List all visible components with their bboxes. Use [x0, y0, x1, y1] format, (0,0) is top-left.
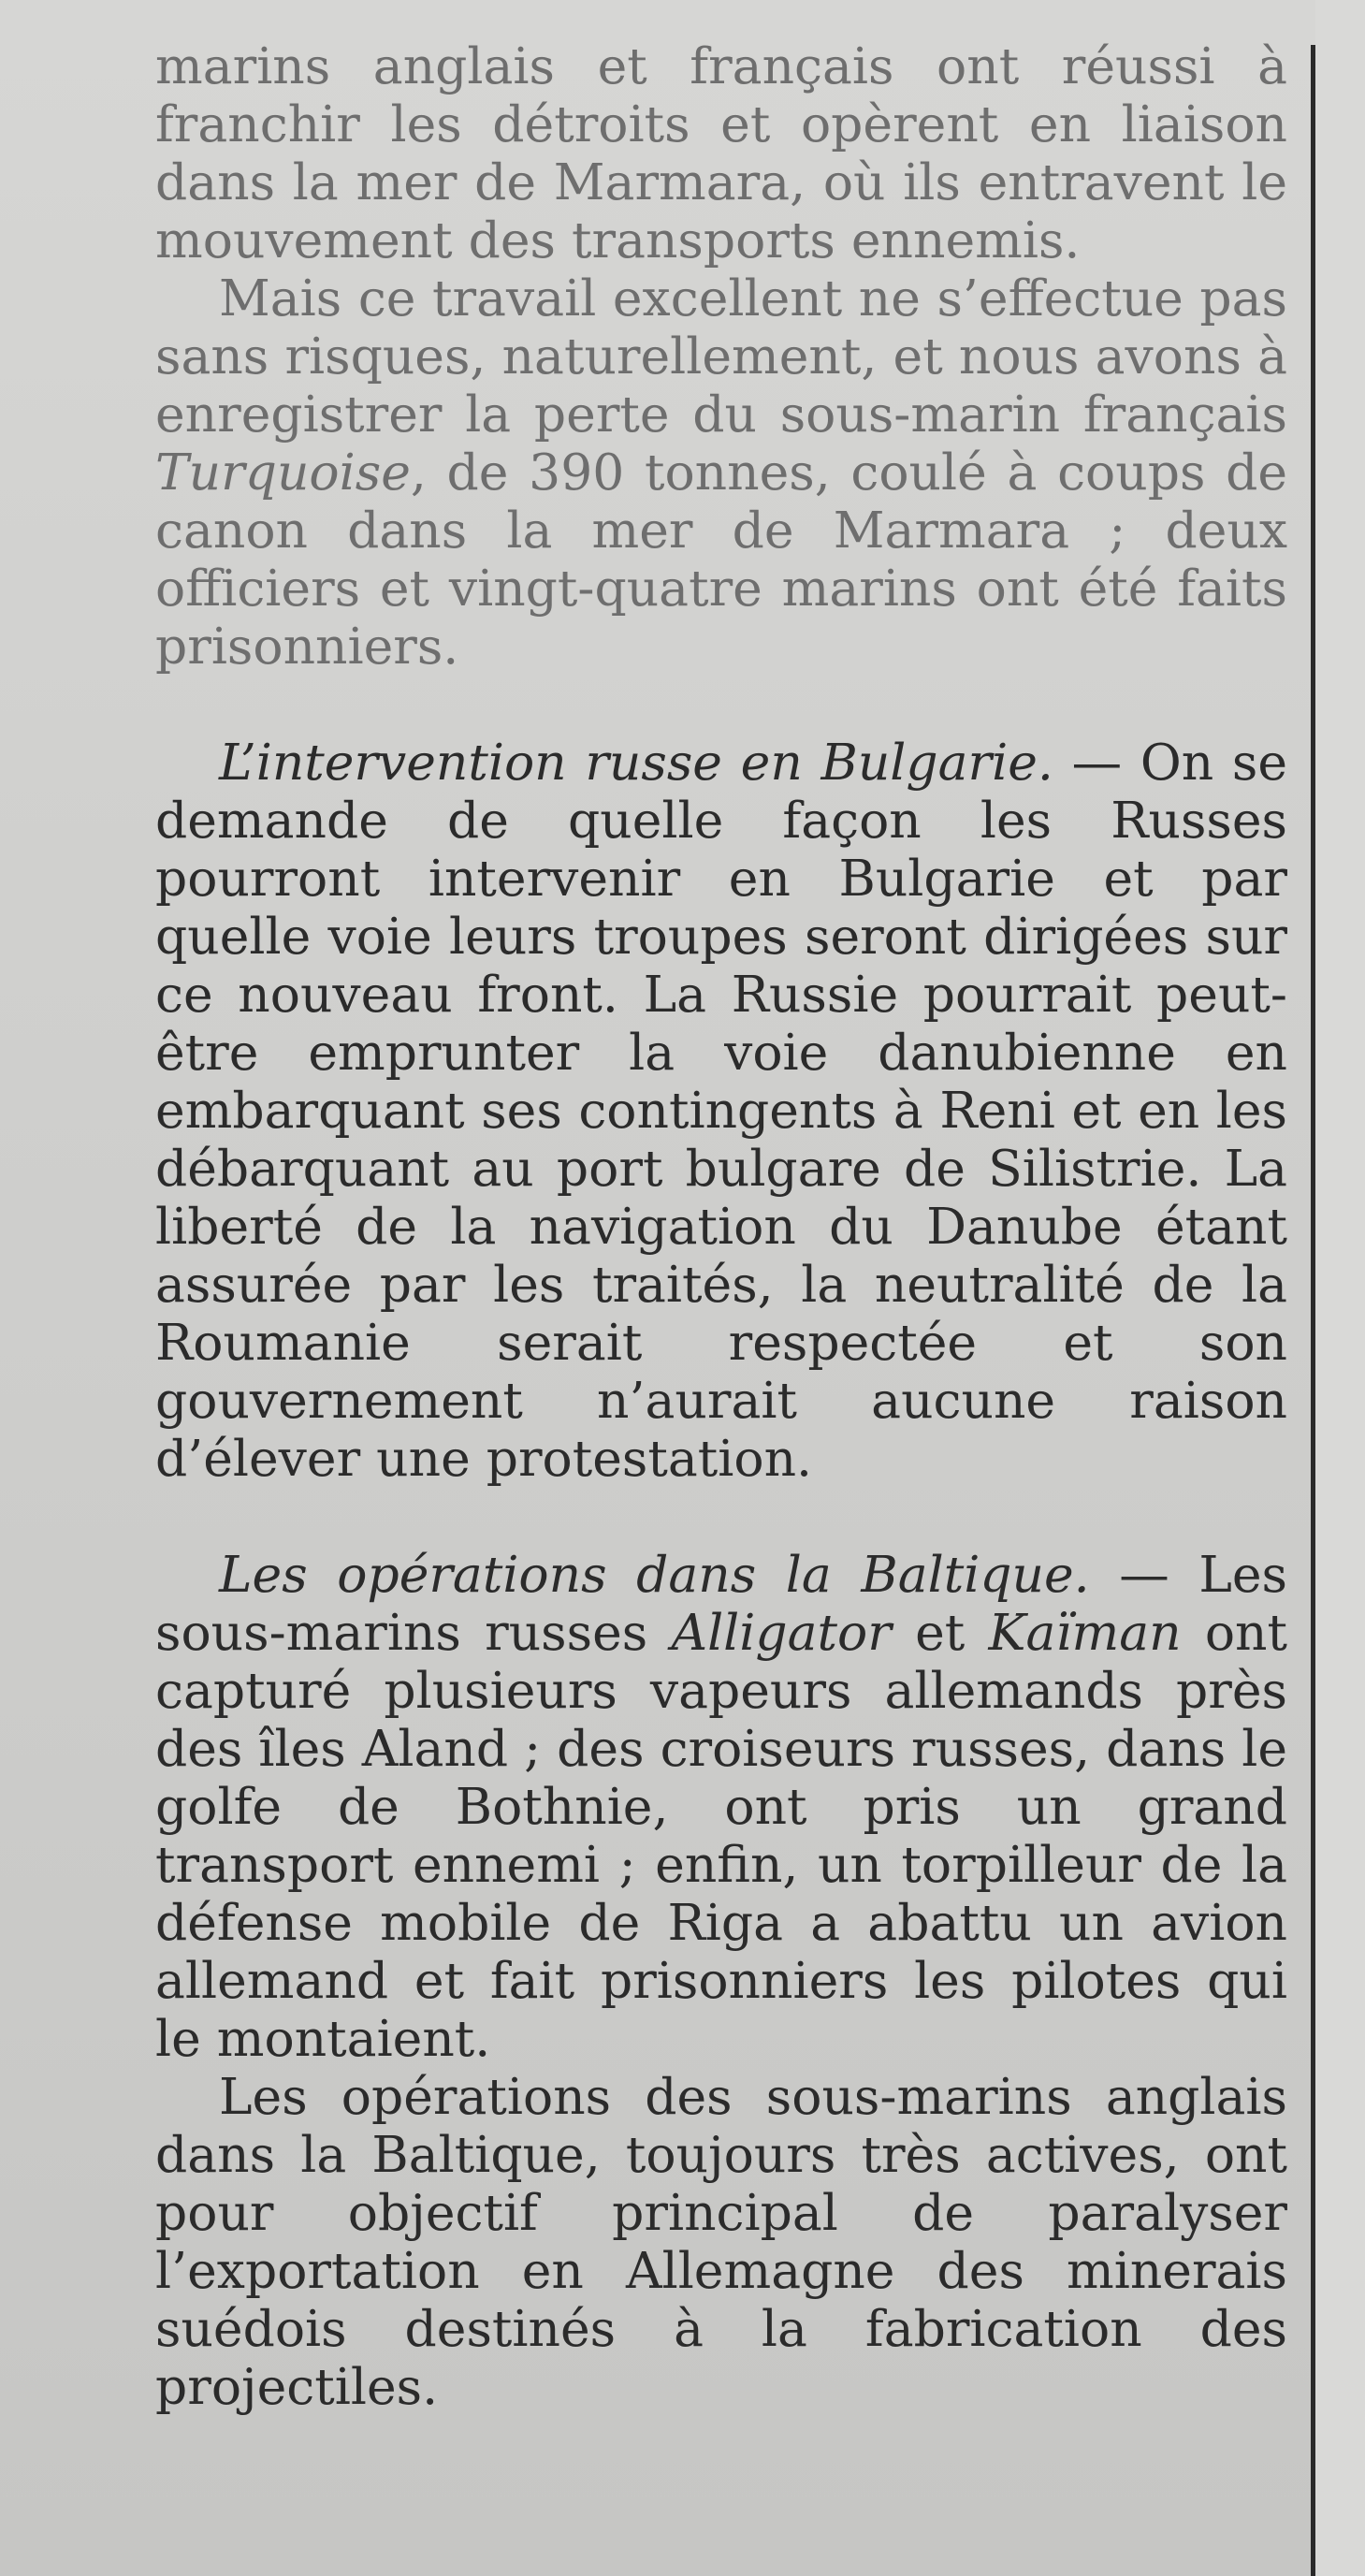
- paragraph-turquoise-loss: [155, 269, 1287, 676]
- paragraph-russian-intervention: [155, 734, 1287, 1488]
- paragraph-baltic-operations: [155, 1546, 1287, 2068]
- paragraph-text: — Les sous-marins russes: [155, 1545, 1288, 1662]
- paragraph-text: Mais ce travail excellent ne s’effectue pas sans risques, naturellement, et nous avons à enregistrer la perte du sous-marin français: [155, 269, 1287, 444]
- paragraph-text: et: [891, 1603, 989, 1662]
- ship-name: Kaïman: [988, 1603, 1182, 1662]
- paragraph-text: ont capturé plusieurs vapeurs allemands près des îles Aland ; des croiseurs russes, dans le golfe de Bothnie, ont pris un grand transport ennemi ; enfin, un torpilleur de la défense mobile de Riga a abattu un avion allemand et fait prisonniers les pilotes qui le montaient.: [155, 1603, 1287, 2068]
- article-column: [155, 37, 1287, 2416]
- paragraph-text: — On se demande de quelle façon les Russes pourront intervenir en Bulgarie et par quelle voie leurs troupes seront dirigées sur ce nouveau front. La Russie pourrait peut-être emprunter la voie danubienne en embarquant ses contingents à Reni et en les débarquant au port bulgare de Silistrie. La liberté de la navigation du Danube étant assurée par les traités, la neutralité de la Roumanie serait respectée et son gouvernement n’aurait aucune raison d’élever une protestation.: [155, 733, 1288, 1488]
- ship-name: Turquoise: [155, 443, 411, 502]
- paragraph-submarines-marmara: [155, 37, 1287, 269]
- section-title: L’intervention russe en Bulgarie.: [219, 733, 1053, 792]
- section-title: Les opérations dans la Baltique.: [219, 1545, 1090, 1604]
- page-margin: [1315, 0, 1365, 2576]
- column-divider: [1311, 45, 1315, 2576]
- paragraph-text: Les opérations des sous-marins anglais dans la Baltique, toujours très actives, ont pour objectif principal de paralyser l’exportation en Allemagne des minerais suédois destinés à la fabrication des projectiles.: [155, 2067, 1287, 2416]
- paragraph-text: , de 390 tonnes, coulé à coups de canon dans la mer de Marmara ; deux officiers et vingt-quatre marins ont été faits prisonniers.: [155, 443, 1287, 676]
- paragraph-english-submarines: [155, 2068, 1287, 2416]
- paragraph-text: marins anglais et français ont réussi à franchir les détroits et opèrent en liaison dans la mer de Marmara, où ils entravent le mouvement des transports ennemis.: [155, 36, 1287, 269]
- ship-name: Alligator: [671, 1603, 892, 1662]
